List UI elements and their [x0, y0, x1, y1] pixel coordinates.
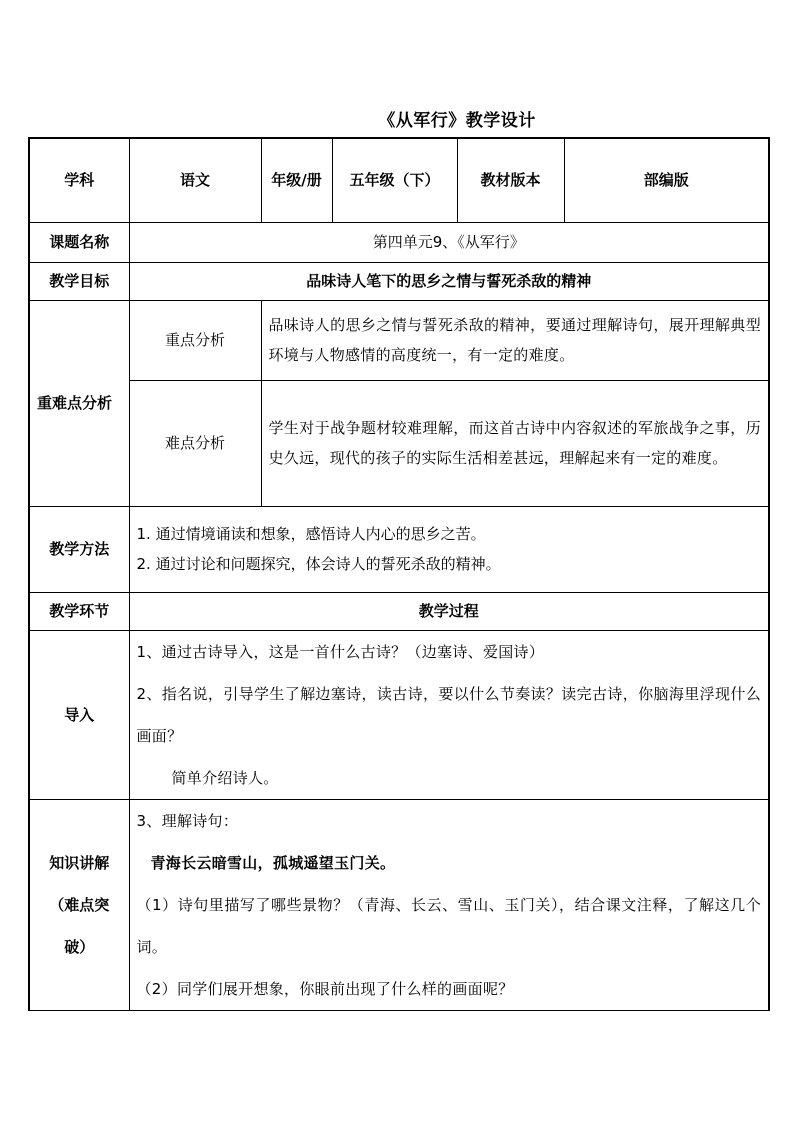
intro-content: [129, 630, 769, 799]
topic-value: 第四单元9、《从军行》: [129, 222, 769, 262]
knowledge-line: （1）诗句里描写了哪些景物？（青海、长云、雪山、玉门关），结合课文注释，了解这几个词。: [136, 895, 761, 956]
key-analysis-label: 重点分析: [129, 300, 261, 380]
key-analysis-text: 品味诗人的思乡之情与誓死杀敌的精神，要通过理解诗句，展开理解典型环境与人物感情的高度统一，有一定的难度。: [261, 300, 769, 380]
knowledge-line: 3、理解诗句：: [136, 811, 239, 830]
intro-label: 导入: [29, 630, 129, 799]
process-header-row: [29, 592, 769, 630]
knowledge-content: [129, 799, 769, 1010]
subject-value: 语文: [129, 138, 261, 222]
knowledge-line: （2）同学们展开想象，你眼前出现了什么样的画面呢？: [136, 979, 514, 998]
difficult-analysis-row: [29, 380, 769, 506]
topic-row: [29, 222, 769, 262]
knowledge-line: 青海长云暗雪山，孤城遥望玉门关。: [150, 853, 396, 872]
difficult-analysis-text: 学生对于战争题材较难理解，而这首古诗中内容叙述的军旅战争之事，历史久远，现代的孩子的实际生活相差甚远，理解起来有一定的难度。: [261, 380, 769, 506]
goal-value: 品味诗人笔下的思乡之情与誓死杀敌的精神: [129, 262, 769, 300]
methods-row: [29, 506, 769, 592]
grade-label: 年级/册: [261, 138, 332, 222]
method-item: 1. 通过情境诵读和想象，感悟诗人内心的思乡之苦。: [136, 525, 486, 543]
analysis-label: 重难点分析: [29, 300, 129, 506]
process-label: 教学过程: [129, 592, 769, 630]
methods-content: [129, 506, 769, 592]
intro-line: 2、指名说，引导学生了解边塞诗，读古诗，要以什么节奏读？读完古诗，你脑海里浮现什么画面？: [136, 684, 761, 745]
intro-row: [29, 630, 769, 799]
goal-label: 教学目标: [29, 262, 129, 300]
goal-row: [29, 262, 769, 300]
intro-line: 1、通过古诗导入，这是一首什么古诗？（边塞诗、爱国诗）: [136, 642, 545, 661]
lesson-plan-table: [28, 137, 770, 1011]
intro-line: 简单介绍诗人。: [171, 768, 279, 787]
stage-label: 教学环节: [29, 592, 129, 630]
topic-label: 课题名称: [29, 222, 129, 262]
key-analysis-row: [29, 300, 769, 380]
document-title: 《从军行》教学设计: [378, 111, 536, 131]
subject-label: 学科: [29, 138, 129, 222]
header-row: [29, 138, 769, 222]
edition-value: 部编版: [564, 138, 769, 222]
grade-value: 五年级（下）: [332, 138, 457, 222]
knowledge-row: [29, 799, 769, 1010]
methods-label: 教学方法: [29, 506, 129, 592]
knowledge-label: 知识讲解（难点突破）: [29, 799, 129, 1010]
edition-label: 教材版本: [457, 138, 564, 222]
method-item: 2. 通过讨论和问题探究，体会诗人的誓死杀敌的精神。: [136, 555, 501, 573]
difficult-analysis-label: 难点分析: [129, 380, 261, 506]
